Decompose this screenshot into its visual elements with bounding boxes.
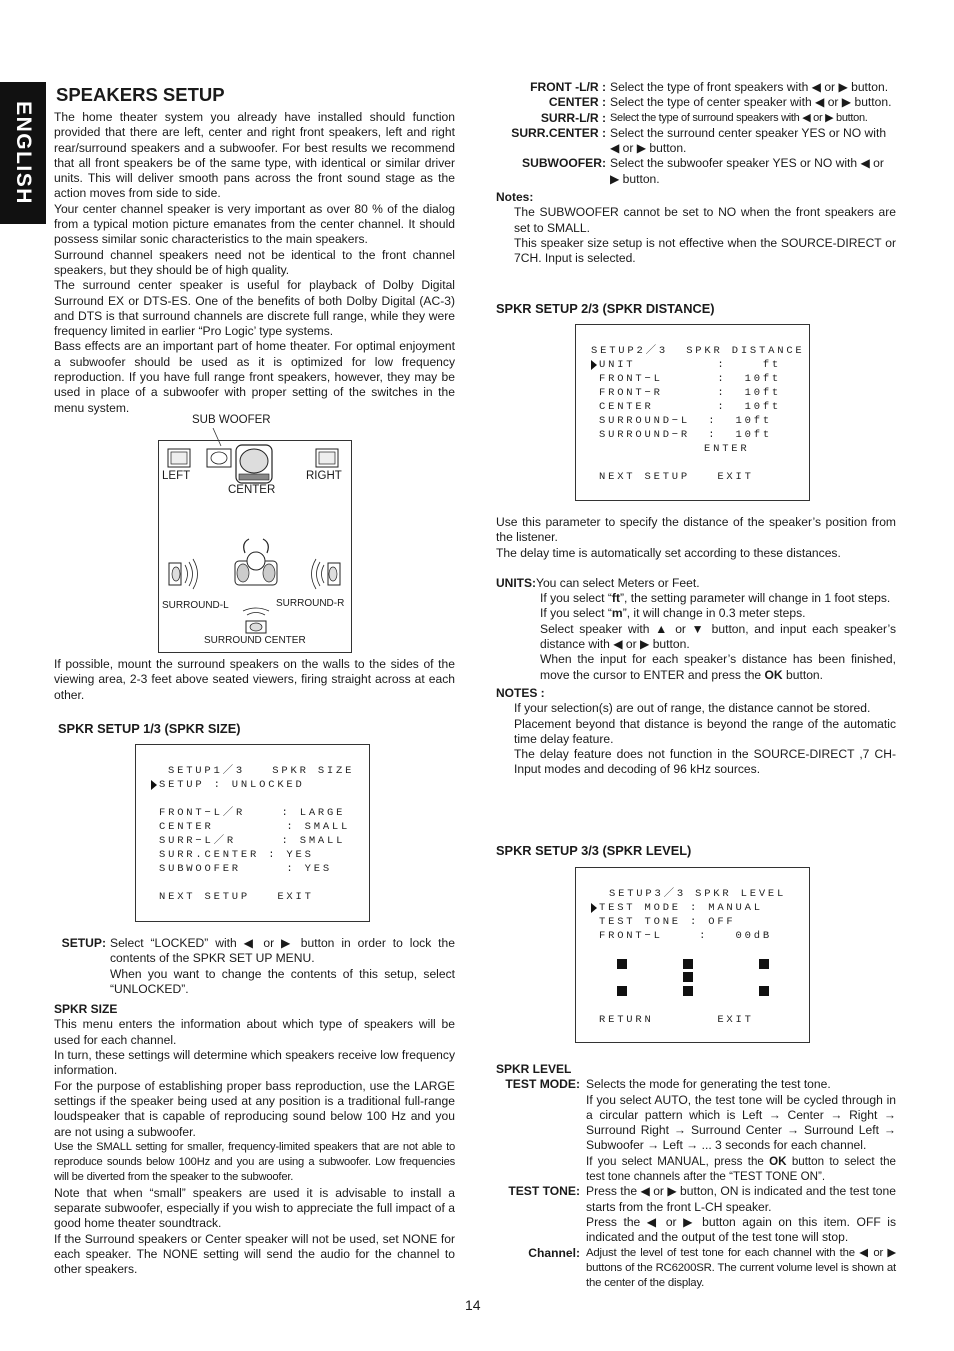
test-mode-text: Selects the mode for generating the test tone. xyxy=(586,1077,831,1092)
diagram-label-right: RIGHT xyxy=(306,470,342,482)
osd2-line: CENTER : 10ft xyxy=(599,401,782,413)
osd2-line: UNIT : ft xyxy=(599,359,782,371)
size-option-text: Select the type of surround speakers with ◀ or ▶ button. xyxy=(610,111,868,124)
osd3-line: FRONT−L : 00dB xyxy=(599,930,772,942)
spkr-size-paragraph: Use the SMALL setting for smaller, frequency-limited speakers that are not able to reproduce sounds below 100Hz and you are using a subwoofer. Low frequencies will be diverted from the speaker to the subwoofer. xyxy=(54,1140,455,1184)
osd2-line: NEXT SETUP EXIT xyxy=(599,471,754,483)
diagram-label-subwoofer: SUB WOOFER xyxy=(192,414,271,426)
setup-text: Select “LOCKED” with ◀ or ▶ button in order to lock the contents of the SPKR SET UP MENU. xyxy=(110,936,455,966)
osd1-line: CENTER : SMALL xyxy=(159,821,351,833)
size-option-label: CENTER : xyxy=(548,95,606,110)
osd3-line: RETURN EXIT xyxy=(599,1014,754,1026)
diagram-label-surround-center: SURROUND CENTER xyxy=(204,635,306,646)
right-column xyxy=(496,80,896,267)
test-tone-text: Press the ◀ or ▶ button, ON is indicated and the test tone starts from the front L-CH speaker. xyxy=(586,1184,896,1214)
surround-left-speaker-icon xyxy=(169,559,198,589)
channel-text: Adjust the level of test tone for each channel with the ◀ or ▶ buttons of the RC6200SR. The current volume level is shown at the center of the display. xyxy=(586,1246,896,1290)
level-rows xyxy=(496,1077,896,1291)
speaker-indicator-front-left xyxy=(617,959,627,969)
osd1-line: SURR−L／R : SMALL xyxy=(159,835,346,847)
diagram-label-surround-l: SURROUND-L xyxy=(162,600,229,611)
osd-cursor-icon xyxy=(591,360,597,370)
surround-right-speaker-icon xyxy=(312,559,341,589)
units-select-text: Select speaker with ▲ or ▼ button, and input each speaker’s distance with ◀ or ▶ button. xyxy=(540,621,896,652)
test-mode-label: TEST MODE: xyxy=(505,1077,580,1092)
size-option-text: Select the type of center speaker with ◀ or ▶ button. xyxy=(610,95,892,110)
mount-paragraph: If possible, mount the surround speakers on the walls to the sides of the viewing area, 2-3 feet above seated viewers, firing straight across at each other. xyxy=(54,657,455,702)
level-description xyxy=(496,1062,896,1291)
distance-description xyxy=(496,515,896,778)
size-option-text: Select the surround center speaker YES or NO with ◀ or ▶ button. xyxy=(610,125,887,156)
osd1-title: SETUP1／3 SPKR SIZE xyxy=(168,765,355,777)
intro-paragraph: The home theater system you already have installed should function provided that there are left, center and right front speakers, left and right rear/surround speakers and a subwoofer. For best results we recommend that all front speakers be of the same type, with identical or similar driver units. This will deliver smooth pans across the front sound stage as the action moves from side to side. xyxy=(54,110,455,201)
distance-text: Use this parameter to specify the distance of the speaker’s position from the listener. xyxy=(496,515,896,545)
intro-paragraph: Bass effects are an important part of home theater. For optimal enjoyment a subwoofer should be used as it is optimized for low frequency reproduction. If you have full range front speakers, however, they may be used in place of a subwoofer with proper setting of the switches in the menu system. xyxy=(54,339,455,415)
osd2-line: ENTER xyxy=(704,443,750,455)
setup3-heading-wrap xyxy=(496,843,896,858)
diagram-label-surround-r: SURROUND-R xyxy=(276,598,345,609)
page-number: 14 xyxy=(465,1297,481,1313)
note-text: This speaker size setup is not effective when the SOURCE-DIRECT or 7CH. Input is selected. xyxy=(514,235,896,266)
units-label: UNITS: xyxy=(496,575,536,590)
setup2-heading: SPKR SETUP 2/3 (SPKR DISTANCE) xyxy=(496,301,715,316)
size-options-list xyxy=(496,80,896,187)
speaker-indicator-surround-left xyxy=(617,986,627,996)
osd-cursor-icon xyxy=(591,903,597,913)
setup2-heading-wrap xyxy=(496,301,896,316)
intro-paragraph: The surround center speaker is useful for playback of Dolby Digital Surround EX or DTS-ES. One of the benefits of both Dolby Digital (AC-3) and DTS is that surround channels are discrete full range, while they were frequency limited in earlier “Pro Logic’ type systems. xyxy=(54,278,455,339)
setup-label: SETUP: xyxy=(61,936,106,950)
note2-text: The delay feature does not function in the SOURCE-DIRECT ,7 CH-Input modes and decoding of 96 kHz sources. xyxy=(514,747,896,777)
surround-center-speaker-icon xyxy=(243,608,269,633)
setup-text: When you want to change the contents of this setup, select “UNLOCKED”. xyxy=(110,966,455,996)
osd-spkr-size xyxy=(135,744,370,922)
osd2-title: SETUP2／3 SPKR DISTANCE xyxy=(591,345,805,357)
size-option-text: Select the type of front speakers with ◀ or ▶ button. xyxy=(610,80,889,94)
size-option-text: Select the subwoofer speaker YES or NO with ◀ or ▶ button. xyxy=(610,156,884,186)
units-block xyxy=(496,576,896,591)
osd1-line: NEXT SETUP EXIT xyxy=(159,891,314,903)
mount-note xyxy=(54,657,455,703)
notes-heading: Notes: xyxy=(496,190,534,205)
osd-cursor-icon xyxy=(151,780,157,790)
osd3-line: TEST MODE : MANUAL xyxy=(599,902,763,914)
speaker-layout-diagram xyxy=(158,440,352,653)
intro-paragraph: Your center channel speaker is very important as over 80 % of the dialog from a typical motion picture emanates from the center channel. It should possess similar sonic characteristics to the main speakers. xyxy=(54,201,455,247)
test-tone-text: Press the ◀ or ▶ button again on this item. OFF is indicated and the output of the test tone will stop. xyxy=(586,1214,896,1245)
osd2-line: SURROUND−L : 10ft xyxy=(599,415,772,427)
left-column xyxy=(54,84,455,416)
subwoofer-icon xyxy=(207,449,231,467)
right-speaker-icon xyxy=(316,449,338,467)
setup-description xyxy=(54,936,455,1278)
spkr-size-paragraph: This menu enters the information about which type of speakers will be used for each channel. xyxy=(54,1017,455,1047)
size-option-label: SURR-L/R : xyxy=(540,110,606,125)
note2-text: If your selection(s) are out of range, the distance cannot be stored. xyxy=(514,701,871,716)
spkr-size-paragraph: In turn, these settings will determine which speakers receive low frequency information. xyxy=(54,1048,455,1078)
osd3-line: TEST TONE : OFF xyxy=(599,916,736,928)
osd1-line: SETUP : UNLOCKED xyxy=(159,779,305,791)
test-mode-text: If you select AUTO, the test tone will be cycled through in a circular pattern which is Left → Center → Right → Surround Right → Surround Center → Surround Left → Subwoofer → Left → ... 3 seconds for each channel. xyxy=(586,1092,896,1153)
channel-label: Channel: xyxy=(528,1245,580,1260)
units-m-text: If you select “m”, it will change in 0.3 meter steps. xyxy=(540,606,806,621)
test-mode-text: If you select MANUAL, press the OK button to select the test tone channels after the “TEST TONE ON”. xyxy=(586,1154,896,1184)
speaker-indicator-surround-right xyxy=(759,986,769,996)
speaker-indicator-subwoofer xyxy=(683,972,693,982)
spkr-size-paragraph: Note that when “small” speakers are used it is advisable to install a separate subwoofer, especially if you wish to appreciate the full impact of a good home theater soundtrack. xyxy=(54,1185,455,1231)
osd-spkr-level xyxy=(575,867,810,1043)
listener-icon xyxy=(235,539,277,585)
osd3-title: SETUP3／3 SPKR LEVEL xyxy=(609,888,787,900)
osd2-line: FRONT−L : 10ft xyxy=(599,373,782,385)
intro-paragraph: Surround channel speakers need not be identical to the front channel speakers, but they should be of high quality. xyxy=(54,247,455,277)
note2-text: Placement beyond that distance is beyond the range of the automatic time delay feature. xyxy=(514,716,896,746)
language-tab-label: ENGLISH xyxy=(12,101,35,205)
diagram-label-left: LEFT xyxy=(162,470,191,482)
diagram-label-center: CENTER xyxy=(228,484,276,496)
spkr-size-heading: SPKR SIZE xyxy=(54,1002,118,1017)
size-option-label: SUBWOOFER: xyxy=(522,156,606,171)
osd1-line: SURR.CENTER : YES xyxy=(159,849,314,861)
setup1-heading-wrap xyxy=(58,721,418,736)
size-option-label: SURR.CENTER : xyxy=(511,125,606,140)
language-tab xyxy=(0,82,46,224)
center-speaker-icon xyxy=(236,445,272,483)
left-speaker-icon xyxy=(168,449,190,467)
spkr-size-paragraph: If the Surround speakers or Center speaker will not be used, set NONE for each speaker. The NONE setting will send the audio for the channel to other speakers. xyxy=(54,1231,455,1277)
notes2-heading: NOTES : xyxy=(496,685,545,700)
speaker-indicator-surround-center xyxy=(683,986,693,996)
speaker-indicator-front-right xyxy=(759,959,769,969)
units-ft-text: If you select “ft”, the setting parameter will change in 1 foot steps. xyxy=(540,591,891,606)
note-text: The SUBWOOFER cannot be set to NO when the front speakers are set to SMALL. xyxy=(514,205,896,235)
page-title: SPEAKERS SETUP xyxy=(56,84,225,105)
test-tone-label: TEST TONE: xyxy=(508,1184,580,1199)
osd2-line: SURROUND−R : 10ft xyxy=(599,429,772,441)
osd2-line: FRONT−R : 10ft xyxy=(599,387,782,399)
setup1-heading: SPKR SETUP 1/3 (SPKR SIZE) xyxy=(58,721,241,736)
level-heading: SPKR LEVEL xyxy=(496,1062,572,1076)
osd-spkr-distance xyxy=(575,324,810,501)
speaker-indicator-center xyxy=(683,959,693,969)
spkr-size-paragraph: For the purpose of establishing proper bass reproduction, use the LARGE settings if the speaker being used at any position is a traditional full-range loudspeaker that is capable of reproducing sound below 100 Hz and you are not using a subwoofer. xyxy=(54,1078,455,1139)
osd1-line: FRONT−L／R : LARGE xyxy=(159,807,346,819)
osd1-line: SUBWOOFER : YES xyxy=(159,863,332,875)
units-enter-text: When the input for each speaker’s distance has been finished, move the cursor to ENTER and press the OK button. xyxy=(540,652,896,682)
size-option-label: FRONT -L/R : xyxy=(530,80,606,94)
distance-text: The delay time is automatically set according to these distances. xyxy=(496,545,841,560)
setup3-heading: SPKR SETUP 3/3 (SPKR LEVEL) xyxy=(496,843,692,858)
units-text: You can select Meters or Feet. xyxy=(536,575,700,590)
